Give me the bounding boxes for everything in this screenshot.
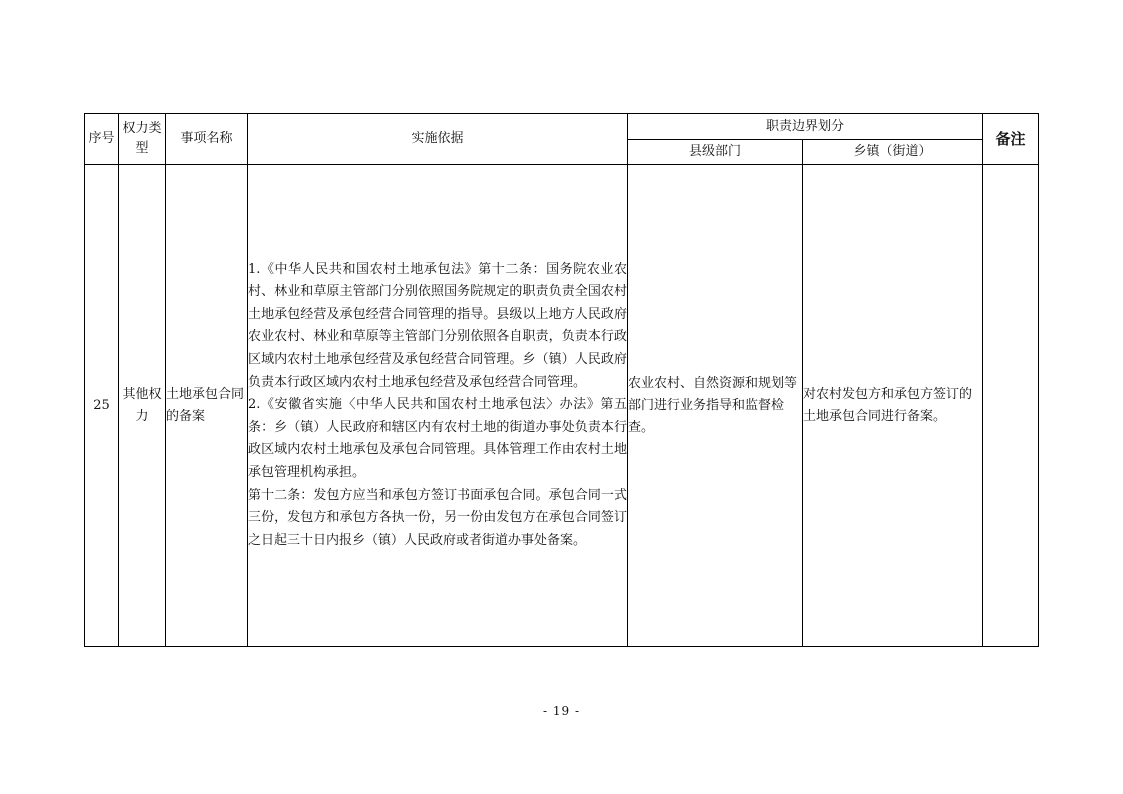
- cell-basis: [248, 165, 628, 647]
- cell-item-name: 土地承包合同的备案: [166, 165, 248, 647]
- header-town-street: 乡镇（街道）: [803, 140, 983, 165]
- cell-county-dept: 农业农村、自然资源和规划等部门进行业务指导和监督检查。: [628, 165, 803, 647]
- cell-power-type: 其他权力: [119, 165, 166, 647]
- header-basis: 实施依据: [248, 114, 628, 165]
- header-item-name: 事项名称: [166, 114, 248, 165]
- basis-paragraph: 1.《中华人民共和国农村土地承包法》第十二条：国务院农业农村、林业和草原主管部门分别依照国务院规定的职责负责全国农村土地承包经营及承包经营合同管理的指导。县级以上地方人民政府农业农村、林业和草原等主管部门分别依照各自职责，负责本行政区域内农村土地承包经营及承包经营合同管理。乡（镇）人民政府负责本行政区域内农村土地承包经营及承包经营合同管理。: [248, 261, 627, 390]
- basis-paragraph: 2.《安徽省实施〈中华人民共和国农村土地承包法〉办法》第五条：乡（镇）人民政府和辖区内有农村土地的街道办事处负责本行政区域内农村土地承包及承包合同管理。具体管理工作由农村土地承包管理机构承担。: [248, 397, 627, 480]
- header-duty-division: 职责边界划分: [628, 114, 983, 140]
- duty-boundary-table: [84, 113, 1039, 647]
- cell-seq: 25: [85, 165, 119, 647]
- header-power-type: 权力类型: [119, 114, 166, 165]
- header-seq: 序号: [85, 114, 119, 165]
- basis-paragraph: 第十二条：发包方应当和承包方签订书面承包合同。承包合同一式三份，发包方和承包方各执一份，另一份由发包方在承包合同签订之日起三十日内报乡（镇）人民政府或者街道办事处备案。: [248, 487, 627, 548]
- header-remark: 备注: [983, 114, 1039, 165]
- cell-town-street: 对农村发包方和承包方签订的土地承包合同进行备案。: [803, 165, 983, 647]
- cell-remark: [983, 165, 1039, 647]
- page-number: - 19 -: [542, 704, 580, 718]
- table-row: [85, 165, 1039, 647]
- header-county-dept: 县级部门: [628, 140, 803, 165]
